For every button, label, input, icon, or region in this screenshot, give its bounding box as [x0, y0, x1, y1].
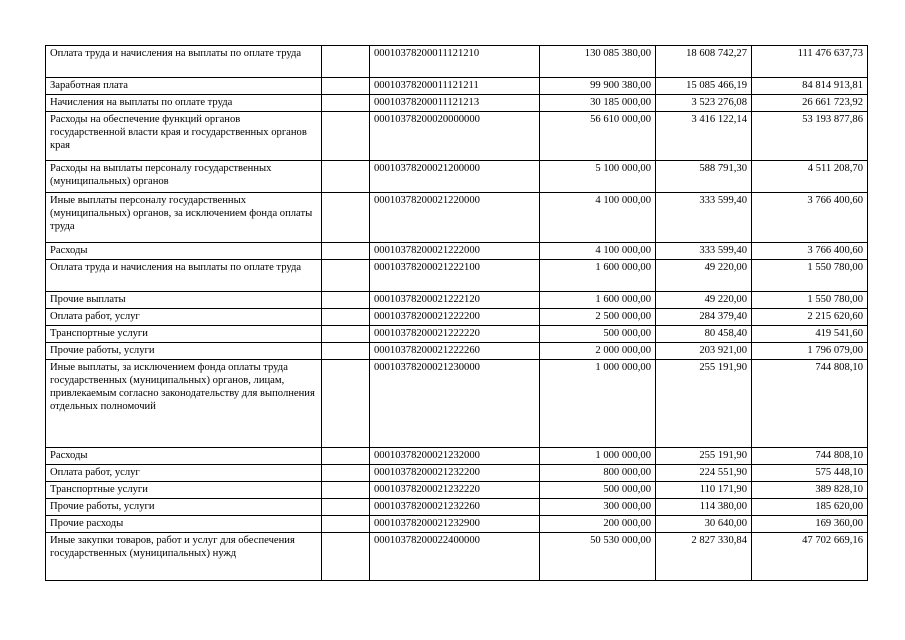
- row-remaining-cell: 389 828,10: [752, 482, 868, 499]
- table-row: [46, 193, 868, 243]
- row-plan-cell: 800 000,00: [540, 465, 656, 482]
- table-row: [46, 309, 868, 326]
- row-executed-cell: 284 379,40: [656, 309, 752, 326]
- row-code-cell: 00010378200021232220: [370, 482, 540, 499]
- row-name-cell: Прочие работы, услуги: [46, 343, 322, 360]
- row-plan-cell: 2 000 000,00: [540, 343, 656, 360]
- row-code-cell: 00010378200021222260: [370, 343, 540, 360]
- row-empty-cell: [322, 533, 370, 581]
- row-plan-cell: 1 000 000,00: [540, 360, 656, 448]
- row-executed-cell: 588 791,30: [656, 161, 752, 193]
- row-remaining-cell: 111 476 637,73: [752, 46, 868, 78]
- row-code-cell: 00010378200021222200: [370, 309, 540, 326]
- budget-table: [45, 45, 868, 581]
- row-executed-cell: 255 191,90: [656, 448, 752, 465]
- row-name-cell: Заработная плата: [46, 78, 322, 95]
- row-executed-cell: 3 416 122,14: [656, 112, 752, 161]
- row-empty-cell: [322, 482, 370, 499]
- row-executed-cell: 255 191,90: [656, 360, 752, 448]
- row-empty-cell: [322, 161, 370, 193]
- row-code-cell: 00010378200021222120: [370, 292, 540, 309]
- table-row: [46, 112, 868, 161]
- row-empty-cell: [322, 360, 370, 448]
- table-row: [46, 499, 868, 516]
- row-plan-cell: 30 185 000,00: [540, 95, 656, 112]
- row-plan-cell: 99 900 380,00: [540, 78, 656, 95]
- table-row: [46, 260, 868, 292]
- row-name-cell: Оплата труда и начисления на выплаты по оплате труда: [46, 46, 322, 78]
- row-plan-cell: 1 600 000,00: [540, 292, 656, 309]
- row-name-cell: Оплата работ, услуг: [46, 309, 322, 326]
- row-remaining-cell: 1 550 780,00: [752, 260, 868, 292]
- row-code-cell: 00010378200021220000: [370, 193, 540, 243]
- table-row: [46, 95, 868, 112]
- row-executed-cell: 203 921,00: [656, 343, 752, 360]
- row-code-cell: 00010378200021232260: [370, 499, 540, 516]
- row-plan-cell: 200 000,00: [540, 516, 656, 533]
- table-row: [46, 243, 868, 260]
- row-executed-cell: 18 608 742,27: [656, 46, 752, 78]
- table-row: [46, 360, 868, 448]
- row-name-cell: Расходы на обеспечение функций органов государственной власти края и государственных органов края: [46, 112, 322, 161]
- budget-table-body: [46, 46, 868, 581]
- row-remaining-cell: 2 215 620,60: [752, 309, 868, 326]
- row-plan-cell: 56 610 000,00: [540, 112, 656, 161]
- row-remaining-cell: 47 702 669,16: [752, 533, 868, 581]
- row-plan-cell: 4 100 000,00: [540, 243, 656, 260]
- table-row: [46, 46, 868, 78]
- row-empty-cell: [322, 260, 370, 292]
- row-code-cell: 00010378200021232900: [370, 516, 540, 533]
- table-row: [46, 78, 868, 95]
- row-executed-cell: 333 599,40: [656, 193, 752, 243]
- row-name-cell: Иные выплаты персоналу государственных (муниципальных) органов, за исключением фонда оплаты труда: [46, 193, 322, 243]
- row-code-cell: 00010378200011121210: [370, 46, 540, 78]
- table-row: [46, 161, 868, 193]
- row-remaining-cell: 1 550 780,00: [752, 292, 868, 309]
- table-row: [46, 326, 868, 343]
- row-remaining-cell: 169 360,00: [752, 516, 868, 533]
- row-code-cell: 00010378200022400000: [370, 533, 540, 581]
- row-remaining-cell: 26 661 723,92: [752, 95, 868, 112]
- row-name-cell: Оплата труда и начисления на выплаты по оплате труда: [46, 260, 322, 292]
- row-plan-cell: 50 530 000,00: [540, 533, 656, 581]
- row-executed-cell: 2 827 330,84: [656, 533, 752, 581]
- row-name-cell: Иные выплаты, за исключением фонда оплаты труда государственных (муниципальных) органов, лицам, привлекаемым согласно законодательству для выполнения отдельных полномочий: [46, 360, 322, 448]
- table-row: [46, 516, 868, 533]
- row-name-cell: Прочие расходы: [46, 516, 322, 533]
- row-remaining-cell: 575 448,10: [752, 465, 868, 482]
- row-code-cell: 00010378200021222000: [370, 243, 540, 260]
- row-empty-cell: [322, 193, 370, 243]
- row-empty-cell: [322, 112, 370, 161]
- row-executed-cell: 333 599,40: [656, 243, 752, 260]
- row-code-cell: 00010378200021200000: [370, 161, 540, 193]
- row-empty-cell: [322, 499, 370, 516]
- row-empty-cell: [322, 309, 370, 326]
- row-executed-cell: 110 171,90: [656, 482, 752, 499]
- row-plan-cell: 130 085 380,00: [540, 46, 656, 78]
- row-empty-cell: [322, 78, 370, 95]
- row-plan-cell: 500 000,00: [540, 326, 656, 343]
- row-name-cell: Оплата работ, услуг: [46, 465, 322, 482]
- row-executed-cell: 224 551,90: [656, 465, 752, 482]
- row-code-cell: 00010378200021232000: [370, 448, 540, 465]
- row-remaining-cell: 3 766 400,60: [752, 193, 868, 243]
- row-empty-cell: [322, 326, 370, 343]
- row-name-cell: Транспортные услуги: [46, 482, 322, 499]
- row-empty-cell: [322, 465, 370, 482]
- row-empty-cell: [322, 343, 370, 360]
- table-row: [46, 448, 868, 465]
- row-name-cell: Расходы: [46, 243, 322, 260]
- row-plan-cell: 4 100 000,00: [540, 193, 656, 243]
- row-remaining-cell: 1 796 079,00: [752, 343, 868, 360]
- row-empty-cell: [322, 448, 370, 465]
- table-row: [46, 292, 868, 309]
- row-remaining-cell: 744 808,10: [752, 448, 868, 465]
- row-code-cell: 00010378200021222220: [370, 326, 540, 343]
- row-remaining-cell: 53 193 877,86: [752, 112, 868, 161]
- table-row: [46, 343, 868, 360]
- table-row: [46, 482, 868, 499]
- row-executed-cell: 49 220,00: [656, 260, 752, 292]
- row-empty-cell: [322, 243, 370, 260]
- row-code-cell: 00010378200011121213: [370, 95, 540, 112]
- row-name-cell: Иные закупки товаров, работ и услуг для обеспечения государственных (муниципальных) нужд: [46, 533, 322, 581]
- row-remaining-cell: 84 814 913,81: [752, 78, 868, 95]
- row-empty-cell: [322, 516, 370, 533]
- row-remaining-cell: 419 541,60: [752, 326, 868, 343]
- row-plan-cell: 5 100 000,00: [540, 161, 656, 193]
- row-plan-cell: 500 000,00: [540, 482, 656, 499]
- row-name-cell: Прочие выплаты: [46, 292, 322, 309]
- row-code-cell: 00010378200011121211: [370, 78, 540, 95]
- row-remaining-cell: 744 808,10: [752, 360, 868, 448]
- row-name-cell: Транспортные услуги: [46, 326, 322, 343]
- row-plan-cell: 2 500 000,00: [540, 309, 656, 326]
- row-remaining-cell: 4 511 208,70: [752, 161, 868, 193]
- row-code-cell: 00010378200021222100: [370, 260, 540, 292]
- row-empty-cell: [322, 95, 370, 112]
- row-empty-cell: [322, 292, 370, 309]
- row-plan-cell: 1 600 000,00: [540, 260, 656, 292]
- row-executed-cell: 30 640,00: [656, 516, 752, 533]
- row-code-cell: 00010378200021230000: [370, 360, 540, 448]
- row-executed-cell: 3 523 276,08: [656, 95, 752, 112]
- row-executed-cell: 80 458,40: [656, 326, 752, 343]
- row-remaining-cell: 3 766 400,60: [752, 243, 868, 260]
- row-empty-cell: [322, 46, 370, 78]
- row-executed-cell: 114 380,00: [656, 499, 752, 516]
- row-name-cell: Начисления на выплаты по оплате труда: [46, 95, 322, 112]
- row-name-cell: Прочие работы, услуги: [46, 499, 322, 516]
- row-executed-cell: 15 085 466,19: [656, 78, 752, 95]
- row-code-cell: 00010378200020000000: [370, 112, 540, 161]
- row-executed-cell: 49 220,00: [656, 292, 752, 309]
- row-plan-cell: 300 000,00: [540, 499, 656, 516]
- row-name-cell: Расходы на выплаты персоналу государственных (муниципальных) органов: [46, 161, 322, 193]
- row-plan-cell: 1 000 000,00: [540, 448, 656, 465]
- row-remaining-cell: 185 620,00: [752, 499, 868, 516]
- row-code-cell: 00010378200021232200: [370, 465, 540, 482]
- row-name-cell: Расходы: [46, 448, 322, 465]
- table-row: [46, 533, 868, 581]
- table-row: [46, 465, 868, 482]
